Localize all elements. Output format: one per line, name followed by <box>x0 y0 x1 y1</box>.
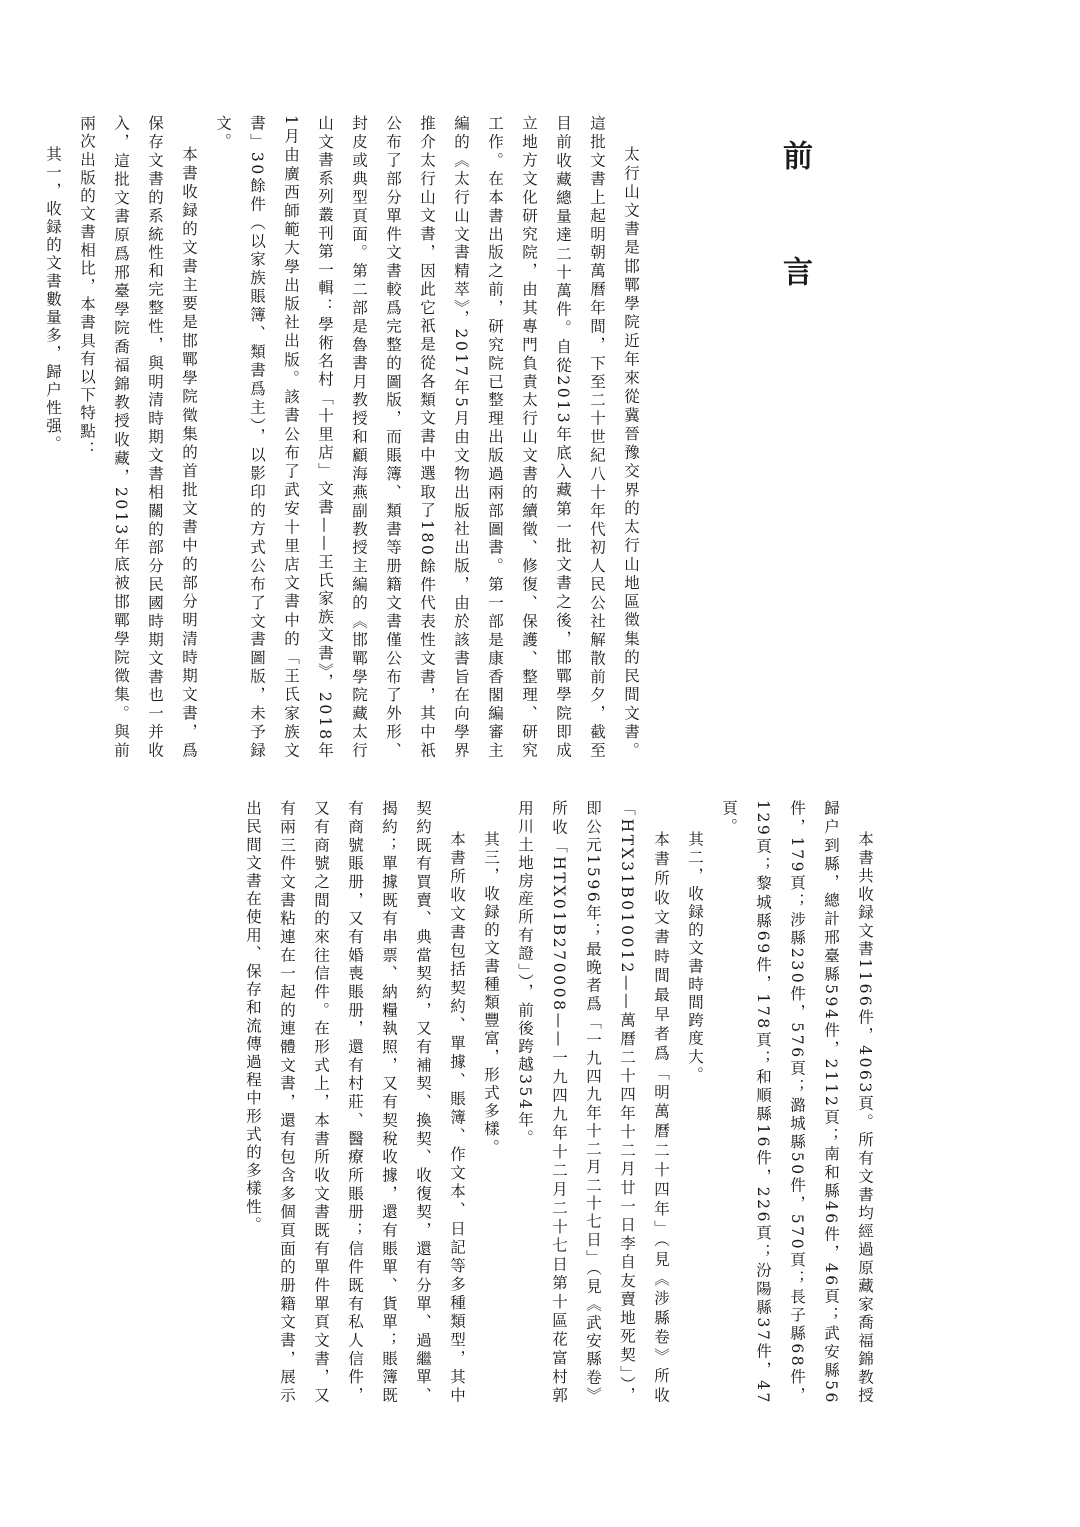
paragraph-time-span: 本書所收文書時間最早者爲「明萬曆二十四年」（見《涉縣卷》所收「HTX31B010012——萬曆二十四年十二月廿一日李自友賣地死契」），即公元1596年；最晚者爲「一九四九年十二月二十七日」（見《武安縣卷》所收「HTX01B270008——一九四九年十二月二十七日第十區花富村郭用川土地房産所有證」），前後跨越354年。 <box>516 800 670 1405</box>
page-title: 前 言 <box>777 140 812 314</box>
paragraph-feature-three-heading: 其三，收録的文書種類豐富，形式多樣。 <box>482 831 500 1157</box>
paragraph-intro: 太行山文書是邯鄲學院近年來從冀晉豫交界的太行山地區徵集的民間文書。這批文書上起明朝萬曆年間，下至二十世紀八十年代初人民公社解散前夕，截至目前收藏總量達二十萬件。自從2013年底入藏第一批文書之後，邯鄲學院即成立地方文化研究院，由其專門負責太行山文書的續徵、修復、保護、整理、研究工作。在本書出版之前，研究院已整理出版過兩部圖書。第一部是康香閣編審主編的《太行山文書精萃》，2017年5月由文物出版社出版，由於該書旨在向學界推介太行山文書，因此它祇是從各類文書中選取了180餘件代表性文書，其中祇公布了部分單件文書較爲完整的圖版，而賬簿、類書等册籍文書僅公布了外形、封皮或典型頁面。第二部是魯書月教授和顧海燕副教授主編的《邯鄲學院藏太行山文書系列叢刊第一輯：學術名村「十里店」文書——王氏家族文書》，2018年1月由廣西師範大學出版社出版。該書公布了武安十里店文書中的「王氏家族文書」30餘件（以家族賬簿、類書爲主），以影印的方式公布了文書圖版，未予録文。 <box>214 115 640 760</box>
paragraph-collection: 本書收録的文書主要是邯鄲學院徵集的首批文書中的部分明清時期文書，爲保存文書的系統性和完整性，與明清時期文書相關的部分民國時期文書也一并收入，這批文書原爲邢臺學院喬福錦教授收藏，2013年底被邯鄲學院徵集。與前兩次出版的文書相比，本書具有以下特點： <box>78 115 198 760</box>
preface-section-top <box>44 115 648 760</box>
preface-section-bottom <box>122 800 882 1405</box>
paragraph-feature-two-heading: 其二，收録的文書時間跨度大。 <box>686 831 704 1085</box>
paragraph-county-counts: 本書共收録文書1166件，4063頁。所有文書均經過原藏家喬福錦教授歸户到縣，總計邢臺縣594件，2112頁；南和縣46件，46頁；武安縣56件，179頁；涉縣230件，576頁；潞城縣50件，570頁；長子縣68件，129頁；黎城縣69件，178頁；和順縣16件，226頁；汾陽縣37件，47頁。 <box>720 800 874 1405</box>
paragraph-feature-one-heading: 其一，收録的文書數量多，歸户性强。 <box>44 146 62 454</box>
paragraph-document-types: 本書所收文書包括契約、單據、賬簿、作文本、日記等多種類型，其中契約既有買賣、典當契約，又有補契、換契、收復契，還有分單、過繼單、揭約；單據既有串票、納糧執照，又有契稅收據，還有賬單、貨單；賬簿既有商號賬册，又有婚喪賬册，還有村莊、醫療所賬册；信件既有私人信件，又有商號之間的來往信件。在形式上，本書所收文書既有單件單頁文書，又有兩三件文書粘連在一起的連體文書，還有包含多個頁面的册籍文書，展示出民間文書在使用、保存和流傳過程中形式的多樣性。 <box>244 800 466 1405</box>
